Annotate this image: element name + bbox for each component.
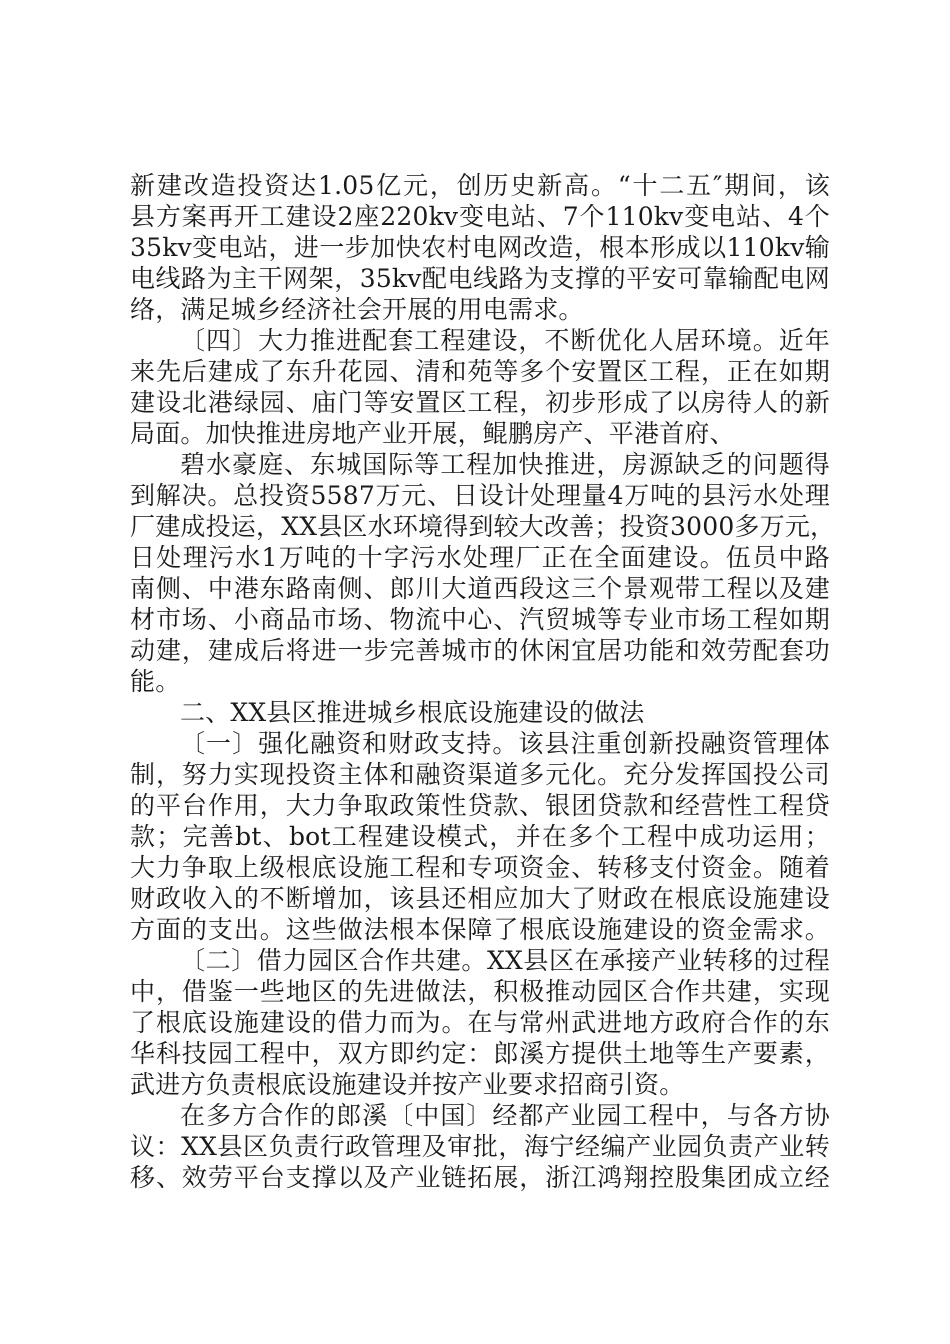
text-line: 能。 (130, 667, 181, 696)
text-line: 动建，建成后将进一步完善城市的休闲宜居功能和效劳配套功 (130, 636, 830, 665)
text-line: 了根底设施建设的借力而为。在与常州武进地方政府合作的东 (130, 1008, 830, 1037)
text-line: 中，借鉴一些地区的先进做法，积极推动园区合作共建，实现 (130, 977, 830, 1006)
text-line: 大力争取上级根底设施工程和专项资金、转移支付资金。随着 (130, 853, 830, 882)
text-line: 的平台作用，大力争取政策性贷款、银团贷款和经营性工程贷 (130, 791, 830, 820)
text-line: 二、XX县区推进城乡根底设施建设的做法 (180, 698, 645, 727)
text-line: 移、效劳平台支撑以及产业链拓展，浙江鸿翔控股集团成立经 (130, 1163, 830, 1192)
text-line: 〔一〕强化融资和财政支持。该县注重创新投融资管理体 (180, 729, 830, 758)
text-line: 到解决。总投资5587万元、日设计处理量4万吨的县污水处理 (130, 481, 830, 510)
text-line: 来先后建成了东升花园、清和苑等多个安置区工程，正在如期 (130, 357, 830, 386)
text-line: 款；完善bt、bot工程建设模式，并在多个工程中成功运用； (130, 822, 830, 851)
document-body (130, 170, 836, 1193)
text-line: 武进方负责根底设施建设并按产业要求招商引资。 (130, 1070, 685, 1099)
text-line: 厂建成投运，XX县区水环境得到较大改善；投资3000多万元， (130, 512, 836, 541)
text-line: 日处理污水1万吨的十字污水处理厂正在全面建设。伍员中路 (130, 543, 830, 572)
text-line: 35kv变电站，进一步加快农村电网改造，根本形成以110kv输 (130, 233, 830, 262)
text-line: 〔二〕借力园区合作共建。XX县区在承接产业转移的过程 (180, 946, 830, 975)
text-line: 局面。加快推进房地产业开展，鲲鹏房产、平港首府、 (130, 419, 735, 448)
text-line: 碧水豪庭、东城国际等工程加快推进，房源缺乏的问题得 (180, 450, 830, 479)
text-line: 在多方合作的郎溪〔中国〕经都产业园工程中，与各方协 (180, 1101, 830, 1130)
text-line: 络，满足城乡经济社会开展的用电需求。 (130, 295, 584, 324)
text-line: 制，努力实现投资主体和融资渠道多元化。充分发挥国投公司 (130, 760, 830, 789)
text-line: 南侧、中港东路南侧、郎川大道西段这三个景观带工程以及建 (130, 574, 830, 603)
text-line: 〔四〕大力推进配套工程建设，不断优化人居环境。近年 (180, 326, 830, 355)
text-line: 电线路为主干网架，35kv配电线路为支撑的平安可靠输配电网 (130, 264, 830, 293)
text-line: 议：XX县区负责行政管理及审批，海宁经编产业园负责产业转 (130, 1132, 830, 1161)
text-line: 华科技园工程中，双方即约定：郎溪方提供土地等生产要素， (130, 1039, 830, 1068)
text-line: 材市场、小商品市场、物流中心、汽贸城等专业市场工程如期 (130, 605, 830, 634)
text-line: 建设北港绿园、庙门等安置区工程，初步形成了以房待人的新 (130, 388, 830, 417)
text-line: 财政收入的不断增加，该县还相应加大了财政在根底设施建设 (130, 884, 830, 913)
text-line: 县方案再开工建设2座220kv变电站、7个110kv变电站、4个 (130, 202, 830, 231)
text-line: 方面的支出。这些做法根本保障了根底设施建设的资金需求。 (130, 915, 830, 944)
text-line: 新建改造投资达1.05亿元，创历史新高。“十二五″期间，该 (130, 171, 830, 200)
